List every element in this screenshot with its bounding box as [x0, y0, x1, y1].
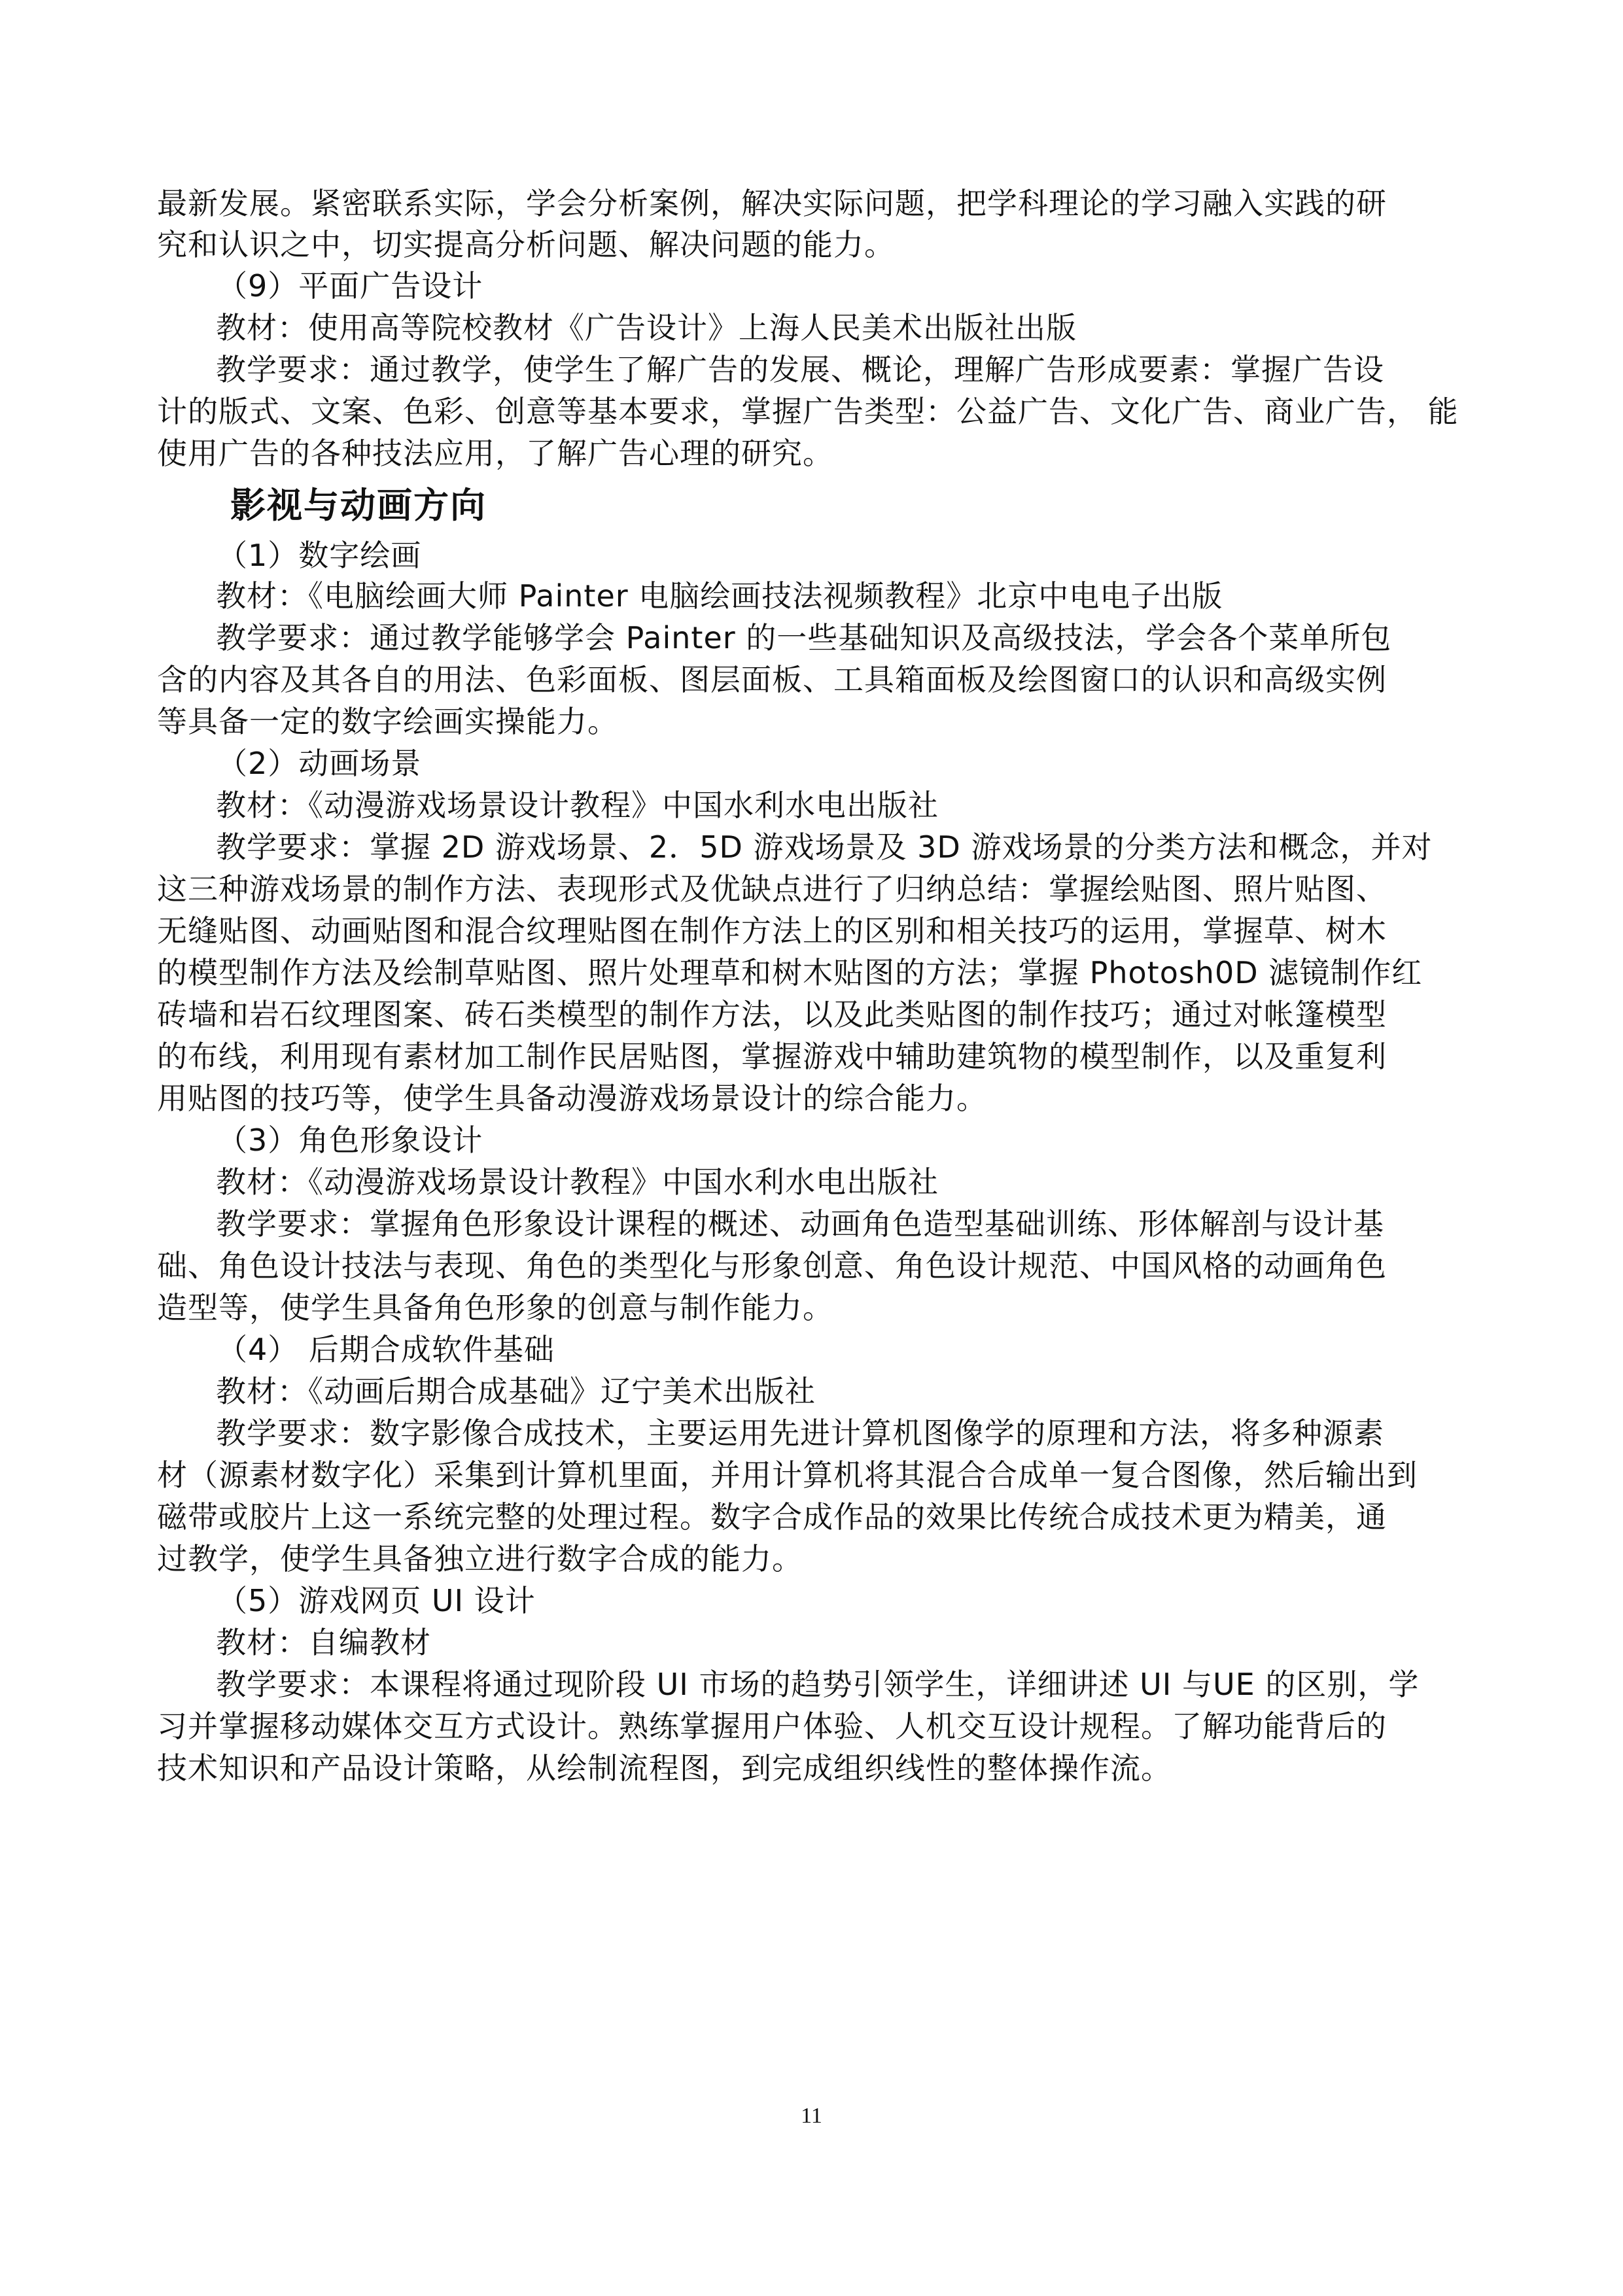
- course-textbook: 教材：《电脑绘画大师 Painter 电脑绘画技法视频教程》北京中电电子出版: [216, 578, 1223, 614]
- course-requirement-line: 造型等，使学生具备角色形象的创意与制作能力。: [157, 1290, 833, 1325]
- course-requirement-line: 磁带或胶片上这一系统完整的处理过程。数字合成作品的效果比传统合成技术更为精美，通: [157, 1499, 1387, 1535]
- page-number: 11: [801, 2104, 822, 2128]
- course-requirement-line: 砖墙和岩石纹理图案、砖石类模型的制作方法，以及此类贴图的制作技巧；通过对帐篷模型: [157, 997, 1387, 1032]
- course-requirement-line: 用贴图的技巧等，使学生具备动漫游戏场景设计的综合能力。: [157, 1081, 987, 1116]
- course-requirement-line: 的布线，利用现有素材加工制作民居贴图，掌握游戏中辅助建筑物的模型制作，以及重复利: [157, 1039, 1387, 1074]
- course-title: （9）平面广告设计: [217, 268, 483, 304]
- course-textbook: 教材：使用高等院校教材《广告设计》上海人民美术出版社出版: [216, 310, 1077, 345]
- course-requirement-line: 教学要求：通过教学能够学会 Painter 的一些基础知识及高级技法，学会各个菜单所包: [216, 620, 1392, 655]
- course-requirement-line: 计的版式、文案、色彩、创意等基本要求，掌握广告类型：公益广告、文化广告、商业广告， 能: [157, 394, 1459, 429]
- course-title: （2）动画场景: [217, 746, 422, 781]
- course-requirement-line: 无缝贴图、动画贴图和混合纹理贴图在制作方法上的区别和相关技巧的运用，掌握草、树木: [157, 913, 1387, 948]
- course-requirement-line: 这三种游戏场景的制作方法、表现形式及优缺点进行了归纳总结：掌握绘贴图、照片贴图、: [157, 871, 1387, 907]
- section-heading: 影视与动画方向: [230, 485, 487, 526]
- course-requirement-line: 教学要求：数字影像合成技术，主要运用先进计算机图像学的原理和方法，将多种源素: [216, 1416, 1384, 1451]
- course-requirement-line: 教学要求：掌握 2D 游戏场景、2．5D 游戏场景及 3D 游戏场景的分类方法和概念，并对: [216, 829, 1433, 865]
- course-title: （3）角色形象设计: [217, 1122, 483, 1158]
- course-textbook: 教材：《动漫游戏场景设计教程》中国水利水电出版社: [216, 788, 939, 823]
- course-requirement-line: 含的内容及其各自的用法、色彩面板、图层面板、工具箱面板及绘图窗口的认识和高级实例: [157, 662, 1387, 697]
- course-textbook: 教材：《动漫游戏场景设计教程》中国水利水电出版社: [216, 1164, 939, 1200]
- course-title: （4） 后期合成软件基础: [217, 1332, 555, 1367]
- course-requirement-line: 习并掌握移动媒体交互方式设计。熟练掌握用户体验、人机交互设计规程。了解功能背后的: [157, 1709, 1387, 1744]
- course-title: （1）数字绘画: [217, 538, 422, 573]
- course-requirement-line: 教学要求：通过教学，使学生了解广告的发展、概论，理解广告形成要素：掌握广告设: [216, 352, 1384, 387]
- course-requirement-line: 使用广告的各种技法应用，了解广告心理的研究。: [157, 436, 833, 471]
- course-requirement-line: 教学要求：掌握角色形象设计课程的概述、动画角色造型基础训练、形体解剖与设计基: [216, 1206, 1384, 1242]
- course-textbook: 教材：《动画后期合成基础》辽宁美术出版社: [216, 1374, 816, 1409]
- course-requirement-line: 教学要求：本课程将通过现阶段 UI 市场的趋势引领学生，详细讲述 UI 与UE 的区别，学: [216, 1667, 1420, 1702]
- course-requirement-line: 技术知识和产品设计策略，从绘制流程图，到完成组织线性的整体操作流。: [157, 1750, 1172, 1786]
- course-requirement-line: 材（源素材数字化）采集到计算机里面，并用计算机将其混合合成单一复合图像，然后输出到: [157, 1457, 1418, 1493]
- course-title: （5）游戏网页 UI 设计: [217, 1583, 536, 1618]
- intro-line: 最新发展。紧密联系实际，学会分析案例，解决实际问题，把学科理论的学习融入实践的研: [157, 186, 1387, 221]
- course-textbook: 教材：自编教材: [216, 1625, 431, 1660]
- intro-line: 究和认识之中，切实提高分析问题、解决问题的能力。: [157, 227, 895, 262]
- course-requirement-line: 础、角色设计技法与表现、角色的类型化与形象创意、角色设计规范、中国风格的动画角色: [157, 1248, 1387, 1283]
- course-requirement-line: 等具备一定的数字绘画实操能力。: [157, 704, 618, 739]
- course-requirement-line: 的模型制作方法及绘制草贴图、照片处理草和树木贴图的方法；掌握 Photosh0D 滤镜制作红: [157, 955, 1423, 990]
- course-requirement-line: 过教学，使学生具备独立进行数字合成的能力。: [157, 1541, 803, 1576]
